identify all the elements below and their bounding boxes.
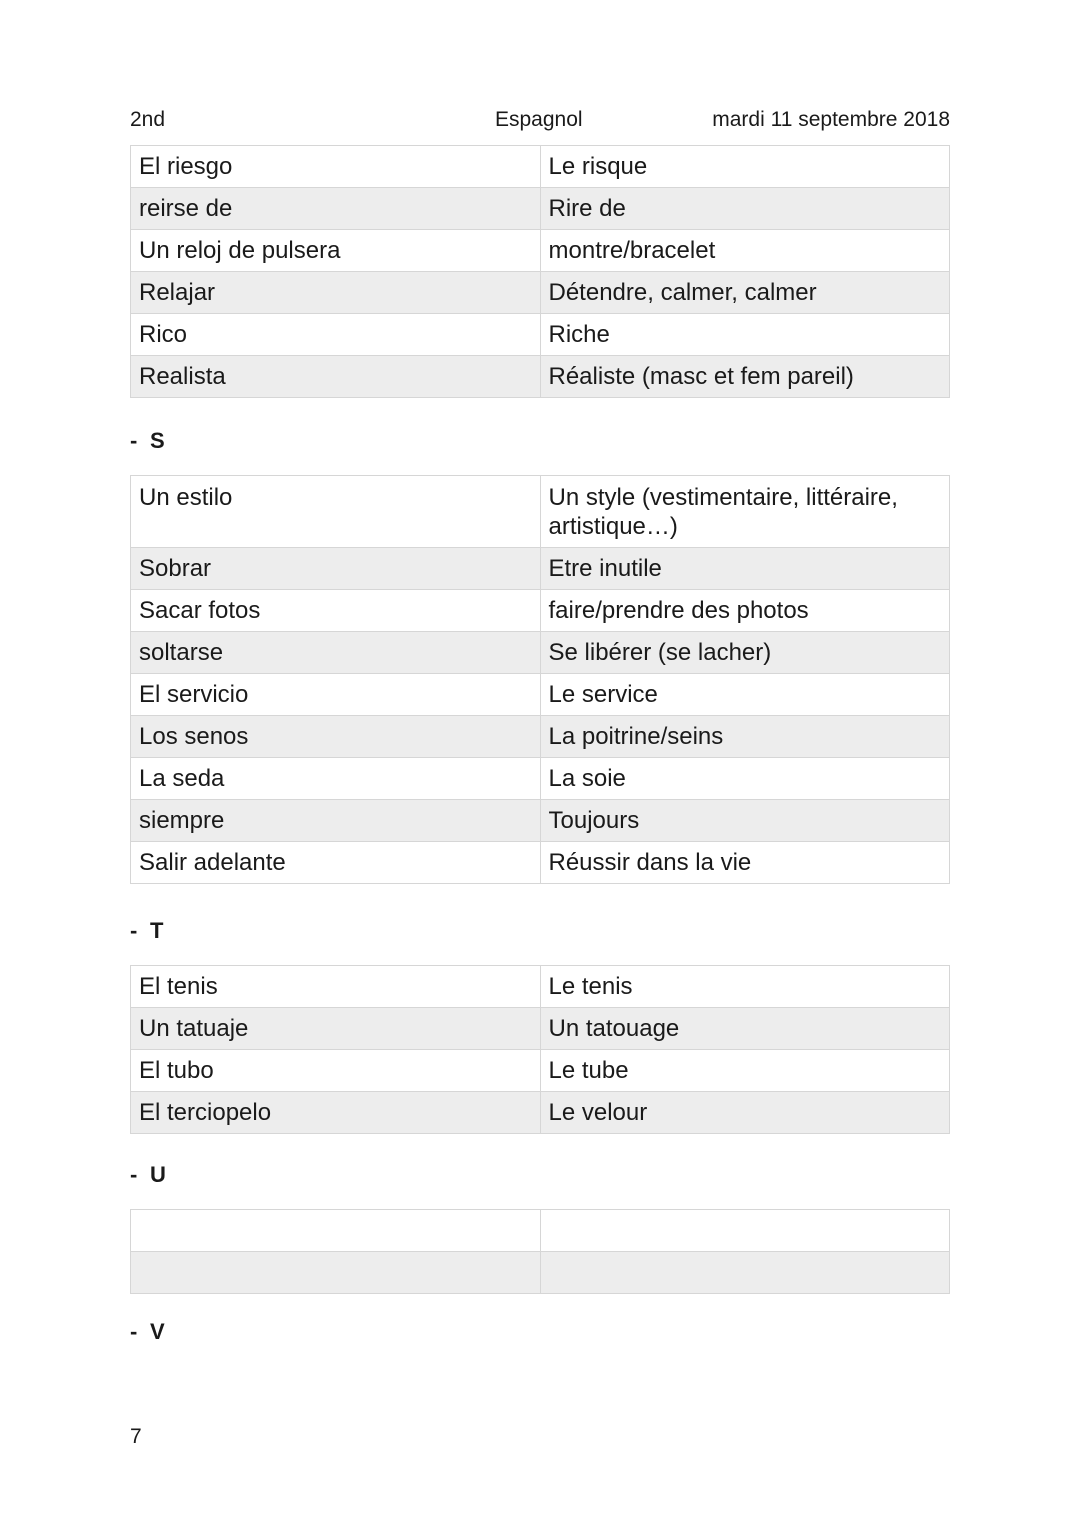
vocab-table-u bbox=[130, 1209, 950, 1294]
table-row bbox=[131, 548, 950, 590]
spanish-term bbox=[131, 1252, 541, 1294]
french-translation: faire/prendre des photos bbox=[540, 590, 950, 632]
spanish-term: El tubo bbox=[131, 1050, 541, 1092]
table-row bbox=[131, 356, 950, 398]
french-translation: Rire de bbox=[540, 188, 950, 230]
table-row bbox=[131, 476, 950, 548]
spanish-term bbox=[131, 1210, 541, 1252]
section-heading-s bbox=[130, 428, 165, 454]
french-translation: Le velour bbox=[540, 1092, 950, 1134]
table-row bbox=[131, 716, 950, 758]
section-heading-v bbox=[130, 1319, 165, 1345]
table-row bbox=[131, 146, 950, 188]
vocab-table-r bbox=[130, 145, 950, 398]
table-row bbox=[131, 272, 950, 314]
class-level: 2nd bbox=[130, 108, 166, 131]
table-row bbox=[131, 1252, 950, 1294]
table-row bbox=[131, 800, 950, 842]
vocab-table-t bbox=[130, 965, 950, 1134]
table-row bbox=[131, 842, 950, 884]
table-row bbox=[131, 1008, 950, 1050]
spanish-term: soltarse bbox=[131, 632, 541, 674]
french-translation: La soie bbox=[540, 758, 950, 800]
section-heading-t bbox=[130, 918, 163, 944]
french-translation: Réussir dans la vie bbox=[540, 842, 950, 884]
spanish-term: Los senos bbox=[131, 716, 541, 758]
french-translation: Détendre, calmer, calmer bbox=[540, 272, 950, 314]
french-translation: Etre inutile bbox=[540, 548, 950, 590]
spanish-term: siempre bbox=[131, 800, 541, 842]
section-heading-u bbox=[130, 1162, 166, 1188]
french-translation bbox=[540, 1210, 950, 1252]
french-translation: Riche bbox=[540, 314, 950, 356]
table-row bbox=[131, 758, 950, 800]
table-row bbox=[131, 1210, 950, 1252]
table-row bbox=[131, 1092, 950, 1134]
french-translation bbox=[540, 1252, 950, 1294]
spanish-term: Un tatuaje bbox=[131, 1008, 541, 1050]
table-row bbox=[131, 314, 950, 356]
table-row bbox=[131, 1050, 950, 1092]
section-letter: V bbox=[150, 1319, 165, 1344]
spanish-term: Relajar bbox=[131, 272, 541, 314]
section-letter: T bbox=[150, 918, 164, 943]
page-header bbox=[130, 108, 950, 136]
spanish-term: Salir adelante bbox=[131, 842, 541, 884]
spanish-term: Realista bbox=[131, 356, 541, 398]
table-row bbox=[131, 966, 950, 1008]
spanish-term: Rico bbox=[131, 314, 541, 356]
french-translation: Un style (vestimentaire, littéraire, artistique…) bbox=[540, 476, 950, 548]
french-translation: Le risque bbox=[540, 146, 950, 188]
spanish-term: Sobrar bbox=[131, 548, 541, 590]
section-letter: S bbox=[150, 428, 165, 453]
french-translation: montre/bracelet bbox=[540, 230, 950, 272]
section-letter: U bbox=[150, 1162, 166, 1187]
spanish-term: Un estilo bbox=[131, 476, 541, 548]
french-translation: Le service bbox=[540, 674, 950, 716]
subject-title: Espagnol bbox=[495, 108, 583, 131]
table-row bbox=[131, 188, 950, 230]
page-number: 7 bbox=[130, 1425, 142, 1448]
french-translation: Le tube bbox=[540, 1050, 950, 1092]
spanish-term: La seda bbox=[131, 758, 541, 800]
section-dash: - bbox=[130, 918, 138, 943]
spanish-term: El tenis bbox=[131, 966, 541, 1008]
french-translation: Se libérer (se lacher) bbox=[540, 632, 950, 674]
spanish-term: Un reloj de pulsera bbox=[131, 230, 541, 272]
french-translation: Réaliste (masc et fem pareil) bbox=[540, 356, 950, 398]
vocab-table-s bbox=[130, 475, 950, 884]
spanish-term: Sacar fotos bbox=[131, 590, 541, 632]
spanish-term: reirse de bbox=[131, 188, 541, 230]
spanish-term: El servicio bbox=[131, 674, 541, 716]
table-row bbox=[131, 674, 950, 716]
document-date: mardi 11 septembre 2018 bbox=[712, 108, 950, 131]
table-row bbox=[131, 590, 950, 632]
french-translation: La poitrine/seins bbox=[540, 716, 950, 758]
section-dash: - bbox=[130, 428, 138, 453]
spanish-term: El riesgo bbox=[131, 146, 541, 188]
spanish-term: El terciopelo bbox=[131, 1092, 541, 1134]
table-row bbox=[131, 230, 950, 272]
section-dash: - bbox=[130, 1319, 138, 1344]
french-translation: Toujours bbox=[540, 800, 950, 842]
french-translation: Le tenis bbox=[540, 966, 950, 1008]
section-dash: - bbox=[130, 1162, 138, 1187]
table-row bbox=[131, 632, 950, 674]
french-translation: Un tatouage bbox=[540, 1008, 950, 1050]
